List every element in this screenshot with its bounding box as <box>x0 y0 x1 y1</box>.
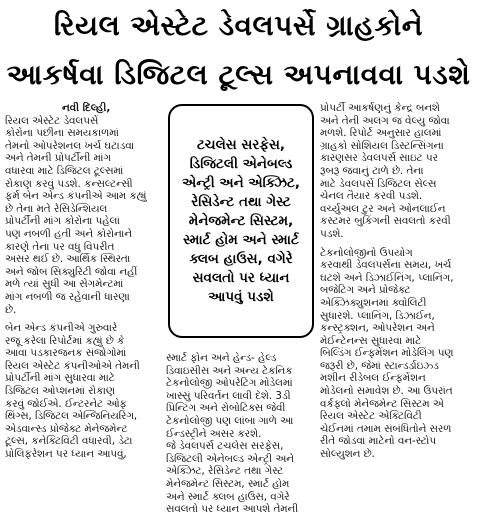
text-line: કરવાથી ડેવલપર્સના સમય, ખર્ચ <box>320 259 452 272</box>
text-line: રોકાણ કરવું પડશે. કન્સલ્ટન્સી <box>5 177 133 190</box>
text-line: અને તેની અલગ જ વેલ્યુ જોવા <box>320 114 450 127</box>
text-line: મળે ત્યાં સુધી આ સેગમેન્ટમાં <box>5 278 124 291</box>
text-line: કન્સ્ટ્રક્શન, ઓપરેશન અને <box>320 322 435 335</box>
text-line: ક્લબ હાઉસ, વગેરે <box>189 250 293 267</box>
text-line: કરવું જોઈએ. ઈન્ટરનેટ ઓફ <box>5 397 127 410</box>
text-line: મેનેજમેન્ટ સિસ્ટમ, <box>188 212 294 229</box>
text-line: પ્રોપર્ટીની માંગ કોરોના પહેલાં <box>5 215 120 228</box>
text-line: વધારવા માટે ડિજિટલ ટૂલ્સમાં <box>5 164 124 177</box>
text-line: સ્માર્ટ હોમ અને સ્માર્ટ <box>183 231 299 248</box>
text-line: વર્ચ્યુઅલ ટુર અને ઓનલાઈન <box>320 202 446 215</box>
text-line: ટચલેસ સરફેસ, <box>196 136 286 153</box>
text-line: જે ડેવલપર્સ ટચલેસ સરફેસ, <box>166 440 284 453</box>
text-line: ગ્રાહકો સોશિયલ ડિસ્ટન્સિંગના <box>320 139 444 152</box>
text-line: રિયલ એસ્ટેટ એક્ટિવિટી <box>320 410 422 423</box>
text-line: ઘટશે અને ડિઝાઈનિંગ, પ્લાનિંગ, <box>320 271 454 284</box>
text-line: મળશે. રિપોર્ટ અનુસાર હાલમાં <box>320 127 442 140</box>
column-3-paragraph-1 <box>320 102 472 241</box>
article-column-1 <box>5 102 163 461</box>
column-2-paragraph-2 <box>166 440 317 516</box>
column-3-paragraph-2 <box>320 247 472 461</box>
text-line: અસર થઈ છે. આર્થિક સ્થિરતા <box>5 253 131 266</box>
text-line: પ્રોપર્ટી આકર્ષણનું કેન્દ્ર બનશે <box>320 102 440 114</box>
pull-quote-text <box>182 136 300 307</box>
text-line: પ્રિન્ટિંગ અને રોબોટિક્સ જેવી <box>166 402 286 415</box>
text-line: મશીન રીડેબલ ઈન્ફર્મેશન <box>320 372 426 385</box>
text-line: મોડેલનો સમાવેશ છે. આ ઉપરાંત <box>320 385 453 398</box>
text-line: સુધારશે. પ્લાનિંગ, ડિઝાઈન, <box>320 309 435 322</box>
text-line: પડશે. <box>320 227 344 240</box>
text-line: વર્કફ્લો મેનેજમેન્ટ સિસ્ટમ એ <box>320 397 444 410</box>
text-line: છે. <box>5 303 17 316</box>
text-line: ડિજિટલ ઓપ્શનમાં રોકાણ <box>5 385 115 398</box>
text-line: એક્ઝિક્યુશનમાં ક્વોલિટી <box>320 296 427 309</box>
text-line: તેમનો ઓપરેશનલ ખર્ચ ઘટાડવા <box>5 139 135 152</box>
text-line: રેસિડેન્ટ તથા ગેસ્ટ <box>191 193 291 210</box>
text-line: થિંગ્સ, ડિજિટલ એન્જિનિયરિંગ, <box>5 410 138 423</box>
text-line: માંગ નબળી જ રહેવાની ધારણા <box>5 290 130 303</box>
text-line: જરૂરી છે, જેમાં સ્ટાન્ડર્ડાઇઝ્ડ <box>320 359 439 372</box>
dateline: નવી દિલ્હી, <box>62 102 111 114</box>
text-line: ટેકનોલોજી ઓપરેટિંગ મોડેલમાં <box>166 377 293 390</box>
text-line: મેનેજમેન્ટ સિસ્ટમ, સ્માર્ટ હોમ <box>166 477 290 490</box>
text-line: પણ નબળી હતી અને કોરોનાને <box>5 227 132 240</box>
text-line: સવલતો પર ધ્યાન <box>192 269 290 286</box>
text-line: ખાસ્સું પરિવર્તન લાવી દેશે. 3ડી <box>166 389 291 402</box>
text-line: અને સ્માર્ટ ક્લબ હાઉસ, વગેરે <box>166 490 290 503</box>
text-line: રિયલ એસ્ટેટ ડેવલપર્સે <box>5 114 99 127</box>
column-1-paragraph-1 <box>5 115 163 317</box>
pull-quote-box <box>168 104 314 338</box>
text-line: સવલતો પર ધ્યાન આપશે તેમની <box>166 503 299 516</box>
text-line: અને જોબ સિક્યુરિટી જોવા નહીં <box>5 265 138 278</box>
text-line: સ્માર્ટ ફોન અને હેન્ડ- હેલ્ડ <box>166 352 277 364</box>
text-line: કસ્ટમર બુકિંગની સવલતો કરવી <box>320 215 451 228</box>
text-line: કોરોના પછીના સમયકાળમાં <box>5 127 119 140</box>
text-line: આપવું પડશે <box>208 288 274 305</box>
headline-line-2: આકર્ષવા ડિજિટલ ટૂલ્સ અપનાવવા પડશે <box>6 58 471 91</box>
text-line: કારણે તેના પર વધુ વિપરીત <box>5 240 115 253</box>
text-line: ફર્મ બેન એન્ડ કંપનીએ આમ કહ્યું <box>5 190 147 203</box>
column-2-paragraph-1 <box>166 352 317 440</box>
text-line: રૂબરૂ જવાનું ટાળે છે. તેના <box>320 164 424 177</box>
text-line: પ્રોલિફરેશન પર ધ્યાન આપવું, <box>5 448 127 461</box>
article-column-3 <box>320 102 472 461</box>
text-line: રજૂ કરેલા રિપોર્ટમાં કહ્યું છે કે <box>5 334 125 347</box>
headline-line-1: રિયલ એસ્ટેટ ડેવલપર્સે ગ્રાહકોને <box>53 9 424 42</box>
text-line: આવા પડકારજનક સંજોગોમાં <box>5 347 127 360</box>
text-line: મેઈન્ટેનન્સ સુધારવા માટે <box>320 334 422 347</box>
text-line: સોલ્યુશન છે. <box>320 448 375 461</box>
column-1-paragraph-2 <box>5 322 163 461</box>
text-line: બજેટિંગ અને પ્રોજેક્ટ <box>320 284 411 297</box>
text-line: રિયલ એસ્ટેટ કંપનીઓએ તેમની <box>5 359 140 372</box>
text-line: એડવાન્સ્ડ પ્રોજેક્ટ મેનેજમેન્ટ <box>5 422 128 435</box>
text-line: બિલ્ડિંગ ઈન્ફર્મેશન મોડેલિંગ પણ <box>320 347 454 360</box>
text-line: ચેનલ તૈયાર કરવી પડશે. <box>320 190 423 203</box>
text-line: ડિજિટલી એનેબલ્ડ <box>189 155 293 172</box>
text-line: કારણસર ડેવલપર્સ સાઇટ પર <box>320 152 438 165</box>
text-line: રીતે જોડવા માટેનો વન-સ્ટોપ <box>320 435 436 448</box>
text-line: ટેકનોલોજીનો ઉપયોગ <box>320 246 413 259</box>
text-line: ડિવાઇસીસ અને અન્ય ટેકનિક <box>166 364 293 377</box>
text-line: એન્ટ્રી અને એક્ઝિટ, <box>181 174 301 191</box>
text-line: ઈન્ડસ્ટ્રીને અસર કરશે. <box>166 427 262 440</box>
text-line: ટૂલ્સ, કનેક્ટિવિટી વધારવી, ડેટા <box>5 435 133 448</box>
text-line: અને તેમની પ્રોપર્ટીની માંગ <box>5 152 111 165</box>
text-line: ડિજિટલી એનેબલ્ડ એન્ટ્રી અને <box>166 452 294 465</box>
text-line: એક્ઝિટ, રેસિડેન્ટ તથા ગેસ્ટ <box>166 465 284 478</box>
text-line: પ્રોપર્ટીની માંગ સુધારવા માટે <box>5 372 115 385</box>
text-line: ચેઈનમાં તમામ સંબંધિતોને સરળ <box>320 422 452 435</box>
text-line: ટેકનોલોજી પણ લાંબા ગાળે આ <box>166 414 294 427</box>
text-line: બેન એન્ડ કંપનીએ ગુરુવારે <box>5 322 118 335</box>
article-column-2 <box>166 352 317 516</box>
text-line: માટે ડેવલપર્સે ડિજિટલ સેલ્સ <box>320 177 437 190</box>
text-line: છે તેના મતે રેસિડેન્શિયલ <box>5 202 108 215</box>
